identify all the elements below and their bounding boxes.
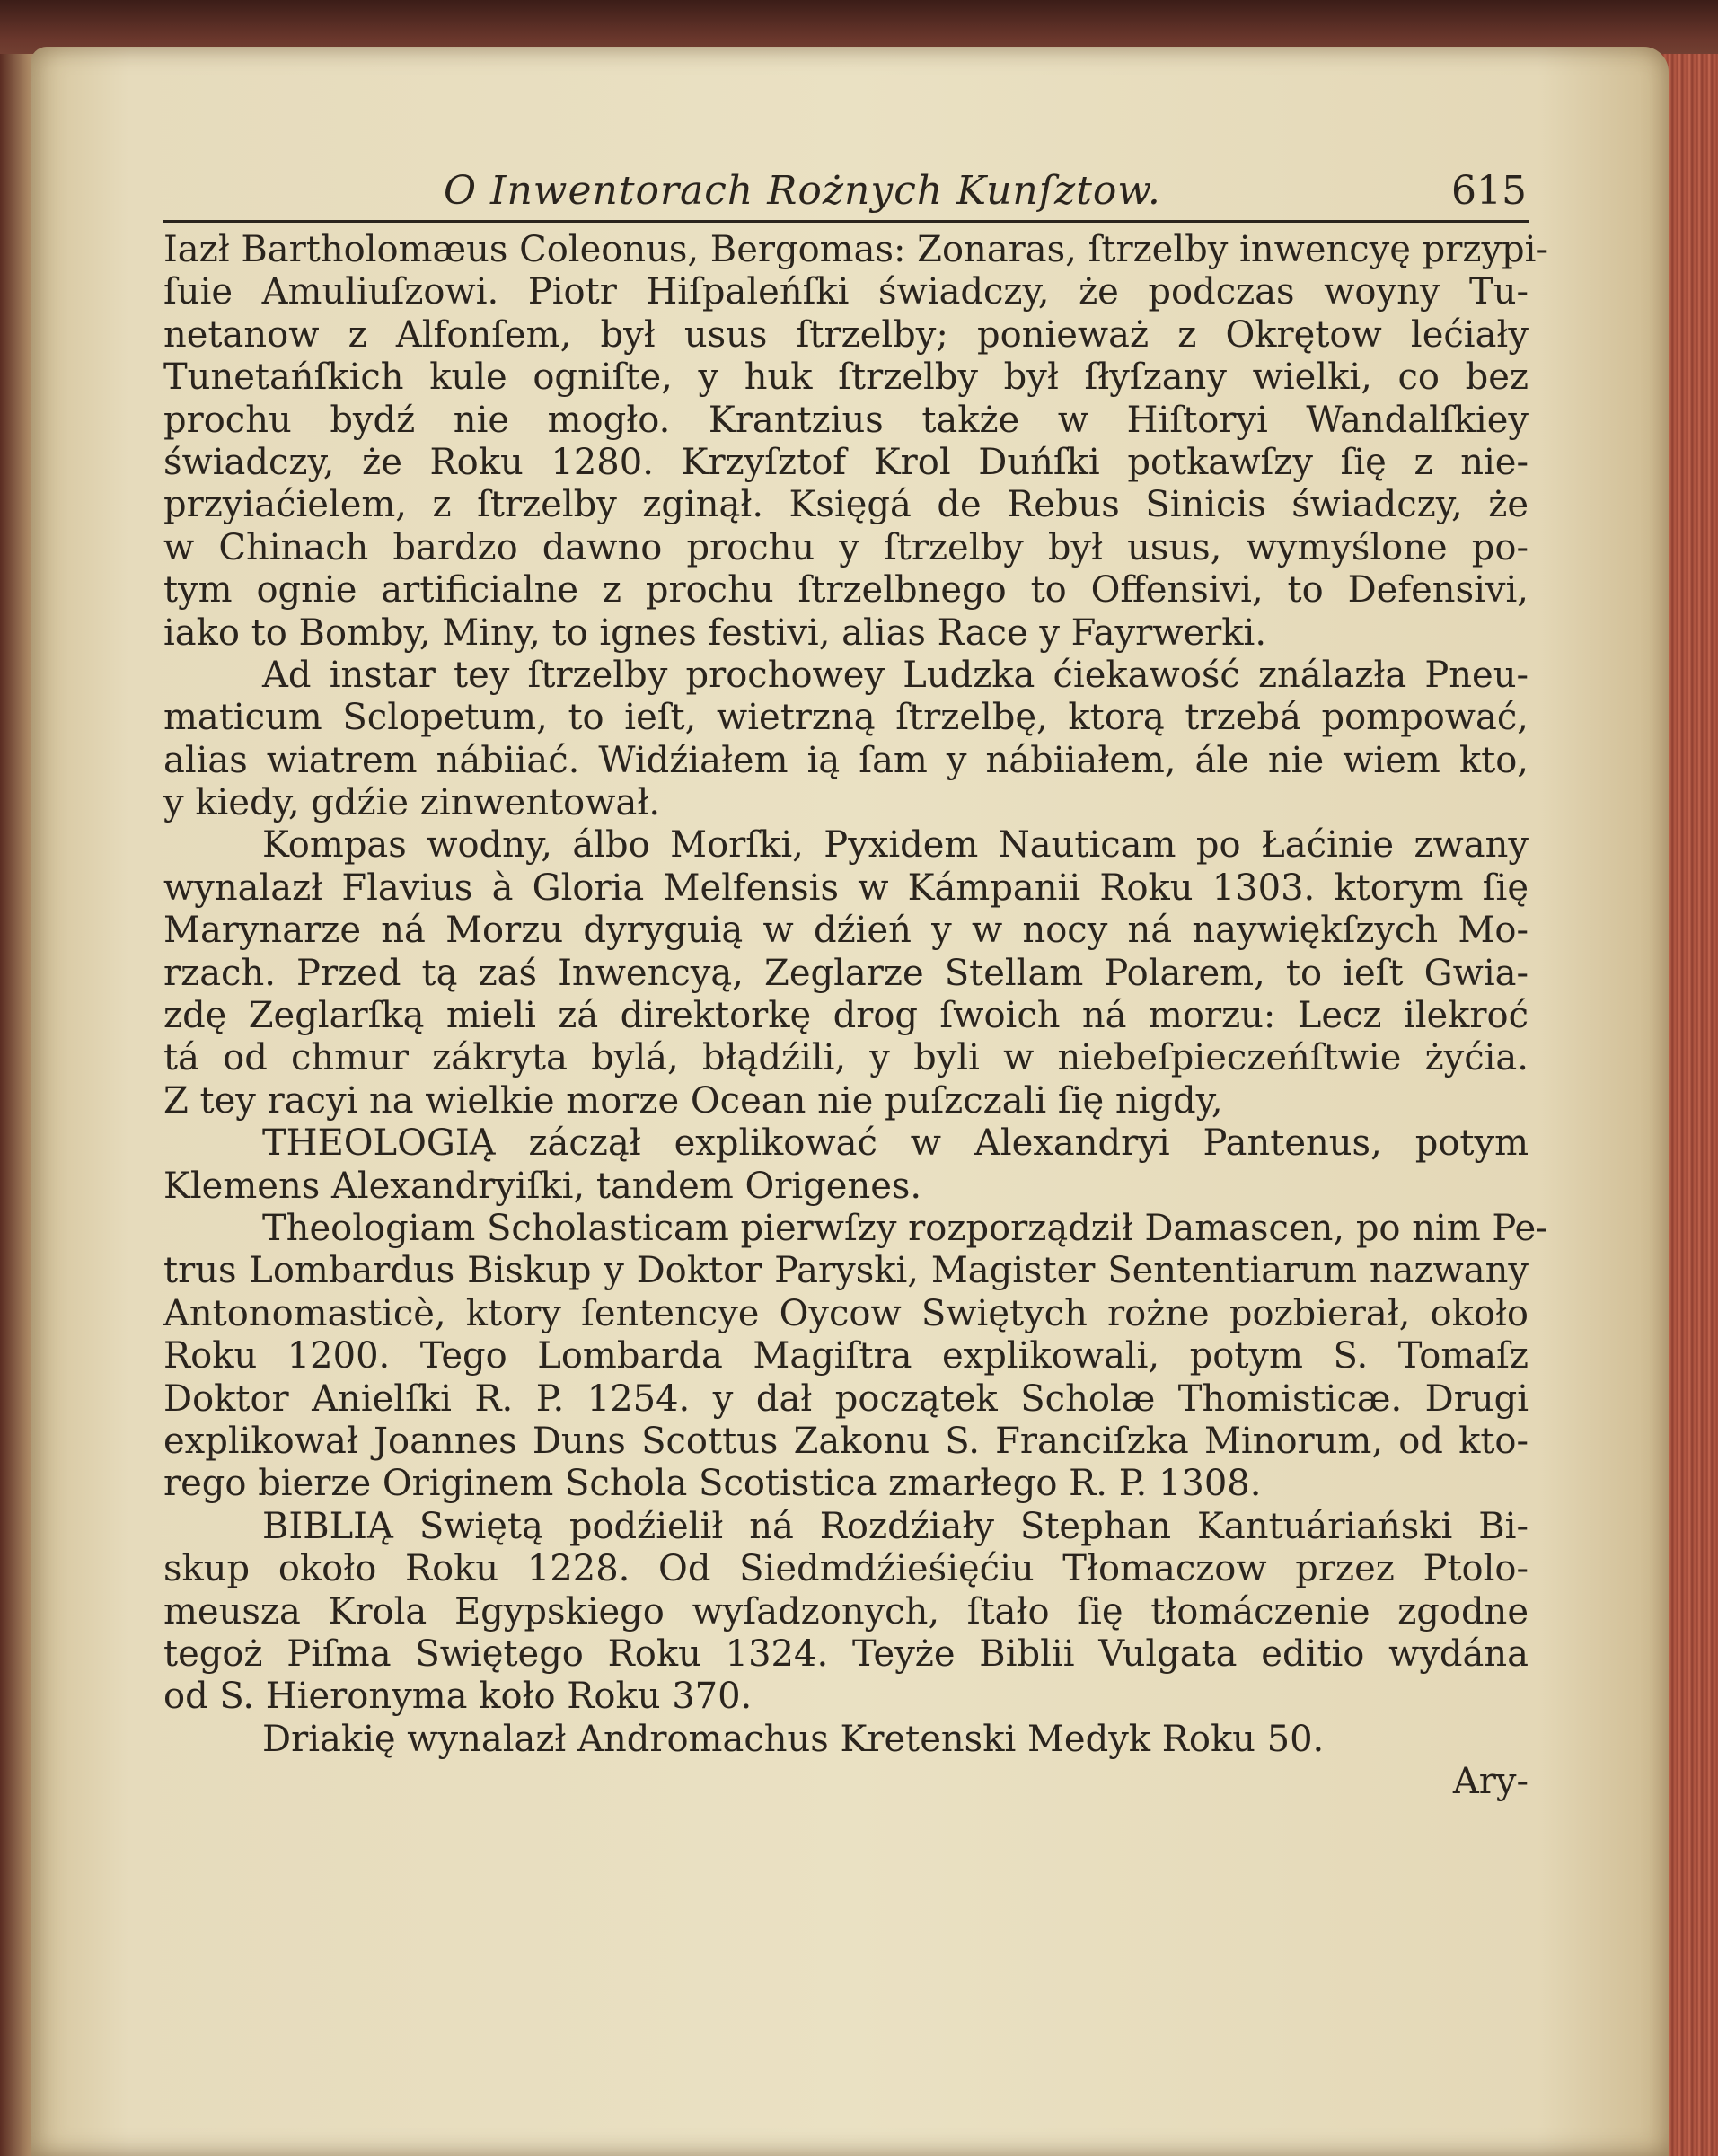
text-line: skup około Roku 1228. Od Siedmdźieśięćiu Tłomaczow przez Ptolo- xyxy=(163,1548,1529,1590)
text-line: wynalazł Flavius à Gloria Melfensis w Kámpanii Roku 1303. ktorym ſię xyxy=(163,867,1529,909)
text-line: Tunetańſkich kule ogniſte, y huk ſtrzelby był ſłyſzany wielki, co bez xyxy=(163,356,1529,399)
text-line: Z tey racyi na wielkie morze Ocean nie puſzczali ſię nigdy, xyxy=(163,1079,1223,1122)
text-line: Doktor Anielſki R. P. 1254. y dał początek Scholæ Thomisticæ. Drugi xyxy=(163,1377,1529,1420)
header-rule xyxy=(163,220,1529,223)
text-line: zdę Zeglarſką mieli zá direktorkę drog ſwoich ná morzu: Lecz ilekroć xyxy=(163,995,1529,1037)
text-line: Marynarze ná Morzu dyryguią w dźień y w nocy ná naywiękſzych Mo- xyxy=(163,910,1529,952)
text-line: Iazł Bartholomæus Coleonus, Bergomas: Zonaras, ſtrzelby inwencyę przypi- xyxy=(163,229,1548,270)
text-line: Roku 1200. Tego Lombarda Magiſtra explikowali, potym S. Tomaſz xyxy=(163,1335,1529,1377)
text-line: tá od chmur zákryta bylá, błądźili, y byli w niebeſpieczeńſtwie żyćia. xyxy=(163,1037,1529,1079)
page-number: 615 xyxy=(1451,168,1527,214)
text-line: THEOLOGIĄ záczął explikować w Alexandryi Pantenus, potym xyxy=(262,1122,1529,1165)
text-line: Klemens Alexandryiſki, tandem Origenes. xyxy=(163,1165,922,1207)
text-line: alias wiatrem nábiiać. Widźiałem ią ſam y nábiiałem, ále nie wiem kto, xyxy=(163,739,1529,781)
text-line: Ad instar tey ſtrzelby prochowey Ludzka ćiekawość ználazła Pneu- xyxy=(262,654,1529,696)
text-line: ſuie Amuliuſzowi. Piotr Hiſpaleńſki świadczy, że podczas woyny Tu- xyxy=(163,271,1529,313)
text-line: w Chinach bardzo dawno prochu y ſtrzelby był usus, wymyślone po- xyxy=(163,526,1529,568)
text-line: prochu bydź nie mogło. Krantzius także w Hiſtoryi Wandalſkiey xyxy=(163,399,1529,441)
text-line: y kiedy, gdźie zinwentował. xyxy=(163,782,661,824)
text-line: od S. Hieronyma koło Roku 370. xyxy=(163,1676,753,1718)
text-line: Driakię wynalazł Andromachus Kretenski Medyk Roku 50. xyxy=(262,1718,1325,1760)
text-line: maticum Sclopetum, to ieſt, wietrzną ſtrzelbę, ktorą trzebá pompować, xyxy=(163,697,1529,739)
text-line: netanow z Alfonſem, był usus ſtrzelby; ponieważ z Okrętow lećiały xyxy=(163,313,1529,356)
text-line: Antonomasticè, ktory ſentencye Oycow Swiętych rożne pozbierał, około xyxy=(163,1292,1529,1334)
text-line: rzach. Przed tą zaś Inwencyą, Zeglarze Stellam Polarem, to ieſt Gwia- xyxy=(163,952,1529,994)
text-line: BIBLIĄ Swiętą podźielił ná Rozdźiały Stephan Kantuáriański Bi- xyxy=(262,1505,1529,1547)
catchword: Ary- xyxy=(1452,1761,1529,1803)
text-line: explikował Joannes Duns Scottus Zakonu S. Franciſzka Minorum, od kto- xyxy=(163,1420,1529,1462)
text-line: Kompas wodny, álbo Morſki, Pyxidem Nauticam po Łaćinie zwany xyxy=(262,824,1529,867)
text-body xyxy=(163,222,1548,1803)
text-line: rego bierze Originem Schola Scotistica zmarłego R. P. 1308. xyxy=(163,1463,1262,1505)
running-title: O Inwentorach Rożnych Kunſztow. xyxy=(444,168,1161,214)
text-line: iako to Bomby, Miny, to ignes festivi, alias Race y Fayrwerki. xyxy=(163,612,1267,654)
text-line: tegoż Piſma Swiętego Roku 1324. Teyże Biblii Vulgata editio wydána xyxy=(163,1632,1529,1675)
text-line: tym ognie artificialne z prochu ſtrzelbnego to Offensivi, to Defensivi, xyxy=(163,569,1529,612)
running-head xyxy=(163,166,1529,222)
text-line: Theologiam Scholasticam pierwſzy rozporządził Damascen, po nim Pe- xyxy=(262,1207,1548,1249)
text-block xyxy=(163,166,1548,1917)
text-line: przyiaćielem, z ſtrzelby zginął. Księgá de Rebus Sinicis świadczy, że xyxy=(163,484,1529,526)
text-line: trus Lombardus Biskup y Doktor Paryski, Magister Sententiarum nazwany xyxy=(163,1250,1529,1292)
text-line: meusza Krola Egypskiego wyſadzonych, ſtało ſię tłomáczenie zgodne xyxy=(163,1590,1529,1632)
text-line: świadczy, że Roku 1280. Krzyſztof Krol Duńſki potkawſzy ſię z nie- xyxy=(163,441,1529,483)
